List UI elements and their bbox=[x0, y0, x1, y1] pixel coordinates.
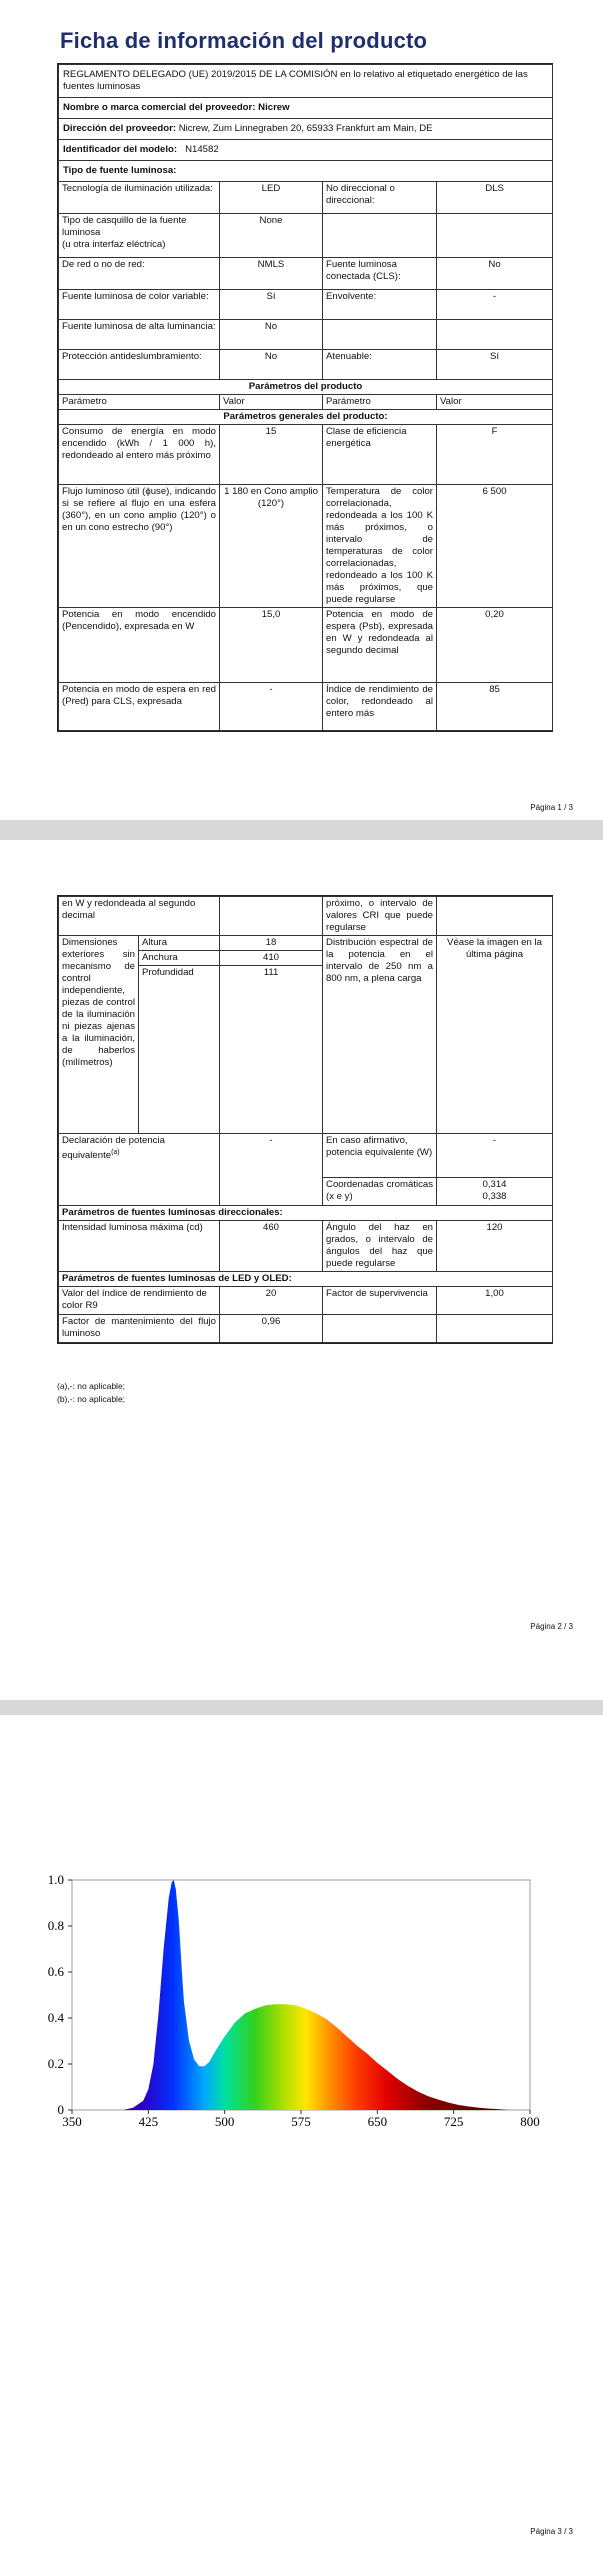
equiv-footnote-mark: (a) bbox=[111, 1149, 120, 1156]
cell-value: LED bbox=[220, 182, 323, 214]
cell-value: 1 180 en Cono amplio (120°) bbox=[220, 485, 323, 608]
spd-value: Véase la imagen en la última página bbox=[437, 936, 553, 1134]
cell-value bbox=[437, 897, 553, 936]
cell-value: 15,0 bbox=[220, 608, 323, 683]
dim-value: 18 bbox=[220, 936, 323, 951]
cell-label: Consumo de energía en modo encendido (kWh / 1 000 h), redondeado al entero más próximo bbox=[59, 425, 220, 485]
cell-label: Valor del índice de rendimiento de color R9 bbox=[59, 1287, 220, 1315]
chromaticity-value: 0,314 0,338 bbox=[437, 1178, 553, 1206]
section-header: Parámetros de fuentes luminosas de LED y OLED: bbox=[59, 1272, 553, 1287]
cell-label: Potencia en modo de espera en red (Pred) para CLS, expresada bbox=[59, 683, 220, 731]
column-header: Parámetro bbox=[59, 395, 220, 410]
cell-value: No bbox=[220, 320, 323, 350]
product-info-table-continued bbox=[57, 895, 553, 1344]
x-tick-label: 350 bbox=[62, 2114, 82, 2129]
cell-value: - bbox=[220, 1134, 323, 1206]
cell-label bbox=[323, 214, 437, 258]
cell-value bbox=[437, 214, 553, 258]
cell-value bbox=[220, 897, 323, 936]
cell-label: Atenuable: bbox=[323, 350, 437, 380]
cell-label: Tipo de casquillo de la fuente luminosa (u otra interfaz eléctrica) bbox=[59, 214, 220, 258]
dim-value: 111 bbox=[220, 966, 323, 1134]
cell-value: 1,00 bbox=[437, 1287, 553, 1315]
cell-label: No direccional o direccional: bbox=[323, 182, 437, 214]
supplier-address-label: Dirección del proveedor: bbox=[63, 123, 177, 134]
spectral-power-distribution-chart bbox=[0, 1870, 603, 2170]
equiv-label: Declaración de potencia equivalente bbox=[62, 1135, 165, 1162]
cell-value: 0,96 bbox=[220, 1315, 323, 1343]
cell-label: Intensidad luminosa máxima (cd) bbox=[59, 1221, 220, 1272]
cell-value: No bbox=[220, 350, 323, 380]
y-tick-label: 1.0 bbox=[47, 1872, 64, 1887]
footnotes bbox=[57, 1380, 125, 1406]
spd-label: Distribución espectral de la potencia en el intervalo de 250 nm a 800 nm, a plena carga bbox=[323, 936, 437, 1134]
dim-name: Anchura bbox=[139, 951, 220, 966]
column-header: Parámetro bbox=[323, 395, 437, 410]
cell-label: Fuente luminosa de alta luminancia: bbox=[59, 320, 220, 350]
cell-label bbox=[323, 1315, 437, 1343]
cell-label: Tecnología de iluminación utilizada: bbox=[59, 182, 220, 214]
cell-label: Clase de eficiencia energética bbox=[323, 425, 437, 485]
cell-value: 85 bbox=[437, 683, 553, 731]
product-info-table bbox=[57, 63, 553, 732]
equiv-label-cell bbox=[59, 1134, 220, 1206]
cell-value: 0,20 bbox=[437, 608, 553, 683]
page-3 bbox=[0, 1715, 603, 2560]
cell-label: Factor de supervivencia bbox=[323, 1287, 437, 1315]
page-2 bbox=[0, 840, 603, 1700]
cell-value: 6 500 bbox=[437, 485, 553, 608]
x-tick-label: 575 bbox=[291, 2114, 311, 2129]
cell-value bbox=[437, 1315, 553, 1343]
column-header: Valor bbox=[220, 395, 323, 410]
page-1 bbox=[0, 0, 603, 820]
cell-label: próximo, o intervalo de valores CRI que puede regularse bbox=[323, 897, 437, 936]
light-source-type: Tipo de fuente luminosa: bbox=[59, 161, 553, 182]
cell-value: - bbox=[437, 290, 553, 320]
cell-label: Factor de mantenimiento del flujo luminoso bbox=[59, 1315, 220, 1343]
spectrum-area bbox=[72, 1880, 530, 2110]
dim-name: Profundidad bbox=[139, 966, 220, 1134]
section-header: Parámetros de fuentes luminosas direccionales: bbox=[59, 1206, 553, 1221]
cell-label: Temperatura de color correlacionada, redondeada a los 100 K más próximos, o intervalo de temperaturas de color correlacionadas, redondeado a los 100 K más próximos, que puede regularse bbox=[323, 485, 437, 608]
x-tick-label: 500 bbox=[214, 2114, 235, 2129]
supplier-name: Nombre o marca comercial del proveedor: Nicrew bbox=[59, 98, 553, 119]
y-tick-label: 0 bbox=[57, 2102, 64, 2117]
cell-label: Flujo luminoso útil (ϕuse), indicando si se refiere al flujo en una esfera (360°), en un cono amplio (120°) o en un cono estrecho (90°) bbox=[59, 485, 220, 608]
cell-value: Sí bbox=[437, 350, 553, 380]
page-number: Página 1 / 3 bbox=[530, 803, 573, 812]
cell-label: Índice de rendimiento de color, redondeado al entero más bbox=[323, 683, 437, 731]
model-row bbox=[59, 140, 553, 161]
model-id: N14582 bbox=[185, 144, 219, 155]
section-header: Parámetros generales del producto: bbox=[59, 410, 553, 425]
cell-label: En caso afirmativo, potencia equivalente (W) bbox=[323, 1134, 437, 1178]
cell-value: None bbox=[220, 214, 323, 258]
section-header: Parámetros del producto bbox=[59, 380, 553, 395]
cell-label: Fuente luminosa de color variable: bbox=[59, 290, 220, 320]
cell-value: - bbox=[437, 1134, 553, 1178]
dim-name: Altura bbox=[139, 936, 220, 951]
cell-label: Potencia en modo de espera (Psb), expresada en W y redondeada al segundo decimal bbox=[323, 608, 437, 683]
cell-value: - bbox=[220, 683, 323, 731]
cell-label: Envolvente: bbox=[323, 290, 437, 320]
cell-value: NMLS bbox=[220, 258, 323, 290]
cell-label: Potencia en modo encendido (Pencendido), expresada en W bbox=[59, 608, 220, 683]
cell-label: Ángulo del haz en grados, o intervalo de ángulos del haz que puede regularse bbox=[323, 1221, 437, 1272]
cell-value: F bbox=[437, 425, 553, 485]
cell-label: Protección antideslumbramiento: bbox=[59, 350, 220, 380]
y-tick-label: 0.2 bbox=[47, 2056, 64, 2071]
column-header: Valor bbox=[437, 395, 553, 410]
page-title: Ficha de información del producto bbox=[60, 28, 428, 53]
footnote-b: (b),-: no aplicable; bbox=[57, 1394, 126, 1404]
cell-value: 460 bbox=[220, 1221, 323, 1272]
y-tick-label: 0.8 bbox=[47, 1918, 64, 1933]
regulation-text: REGLAMENTO DELEGADO (UE) 2019/2015 DE LA COMISIÓN en lo relativo al etiquetado energético de las fuentes luminosas bbox=[59, 65, 553, 98]
dim-value: 410 bbox=[220, 951, 323, 966]
cell-value: DLS bbox=[437, 182, 553, 214]
y-tick-label: 0.6 bbox=[47, 1964, 64, 1979]
page-number: Página 2 / 3 bbox=[530, 1622, 573, 1631]
x-tick-label: 725 bbox=[443, 2114, 464, 2129]
x-tick-label: 425 bbox=[138, 2114, 159, 2129]
footnote-a: (a),-: no aplicable; bbox=[57, 1381, 126, 1391]
cell-value: 15 bbox=[220, 425, 323, 485]
supplier-address: Nicrew, Zum Linnegraben 20, 65933 Frankfurt am Main, DE bbox=[178, 123, 433, 134]
y-tick-label: 0.4 bbox=[47, 2010, 64, 2025]
x-tick-label: 800 bbox=[520, 2114, 540, 2129]
cell-value: No bbox=[437, 258, 553, 290]
cell-value: Sí bbox=[220, 290, 323, 320]
x-tick-label: 650 bbox=[367, 2114, 388, 2129]
model-label: Identificador del modelo: bbox=[63, 144, 178, 155]
chromaticity-label: Coordenadas cromáticas (x e y) bbox=[323, 1178, 437, 1206]
cell-label: en W y redondeada al segundo decimal bbox=[59, 897, 220, 936]
dimensions-label: Dimensiones exteriores sin mecanismo de control independiente, piezas de control de la iluminación ni piezas ajenas a la iluminación, de haberlos (milímetros) bbox=[59, 936, 139, 1134]
cell-value: 20 bbox=[220, 1287, 323, 1315]
cell-label bbox=[323, 320, 437, 350]
cell-label: Fuente luminosa conectada (CLS): bbox=[323, 258, 437, 290]
page-number: Página 3 / 3 bbox=[530, 2527, 573, 2536]
cell-value bbox=[437, 320, 553, 350]
cell-value: 120 bbox=[437, 1221, 553, 1272]
cell-label: De red o no de red: bbox=[59, 258, 220, 290]
supplier-address-row bbox=[59, 119, 553, 140]
